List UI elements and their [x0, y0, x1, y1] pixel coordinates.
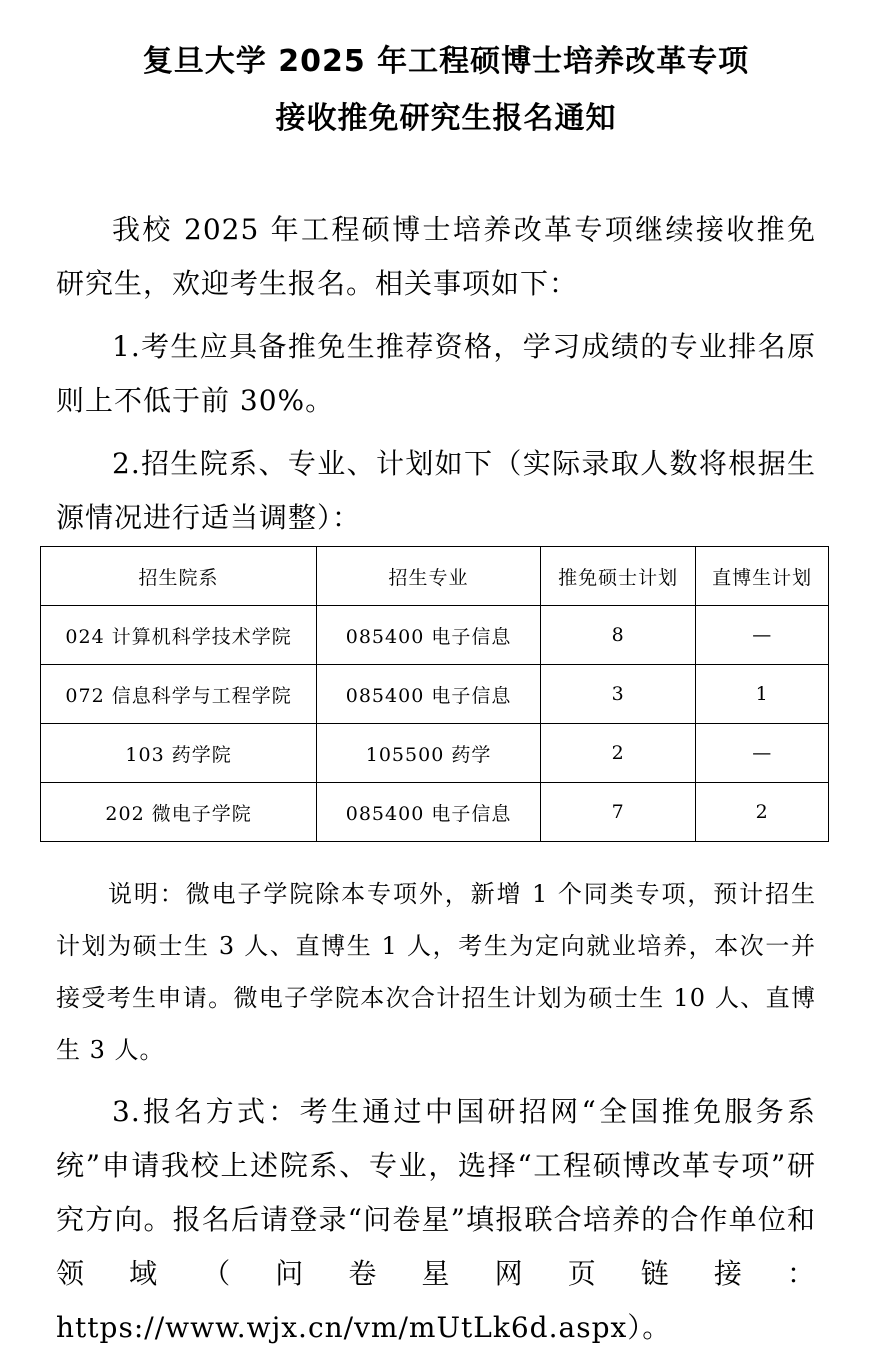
cell-master-quota: 8 [540, 606, 695, 665]
cell-major: 105500 药学 [317, 724, 541, 783]
cell-phd-quota: — [696, 724, 829, 783]
document-subtitle: 接收推免研究生报名通知 [275, 101, 617, 136]
document-title: 复旦大学 2025 年工程硕博士培养改革专项 [142, 44, 750, 79]
table-row [41, 724, 829, 783]
cell-phd-quota: 1 [696, 665, 829, 724]
admission-quota-table [40, 546, 829, 842]
header-master-quota: 推免硕士计划 [540, 547, 695, 606]
cell-department: 024 计算机科学技术学院 [41, 606, 317, 665]
cell-major: 085400 电子信息 [317, 783, 541, 842]
cell-department: 072 信息科学与工程学院 [41, 665, 317, 724]
header-major: 招生专业 [317, 547, 541, 606]
header-department: 招生院系 [41, 547, 317, 606]
cell-phd-quota: 2 [696, 783, 829, 842]
cell-major: 085400 电子信息 [317, 665, 541, 724]
table-row [41, 606, 829, 665]
cell-major: 085400 电子信息 [317, 606, 541, 665]
item-3-paragraph: 3.报名方式：考生通过中国研招网“全国推免服务系统”申请我校上述院系、专业，选择“工程硕博改革专项”研究方向。报名后请登录“问卷星”填报联合培养的合作单位和领域（问卷星网页链接：https://www.wjx.cn/vm/mUtLk6d.aspx）。 [56, 1095, 816, 1344]
cell-master-quota: 7 [540, 783, 695, 842]
item-1-paragraph: 1.考生应具备推免生推荐资格，学习成绩的专业排名原则上不低于前 30%。 [56, 330, 816, 417]
cell-department: 202 微电子学院 [41, 783, 317, 842]
cell-phd-quota: — [696, 606, 829, 665]
table-note: 说明：微电子学院除本专项外，新增 1 个同类专项，预计招生计划为硕士生 3 人、直博生 1 人，考生为定向就业培养，本次一并接受考生申请。微电子学院本次合计招生计划为硕士生 10 人、直博生 3 人。 [56, 880, 816, 1064]
intro-paragraph: 我校 2025 年工程硕博士培养改革专项继续接收推免研究生，欢迎考生报名。相关事项如下： [56, 213, 816, 300]
item-2-paragraph: 2.招生院系、专业、计划如下（实际录取人数将根据生源情况进行适当调整）： [56, 447, 816, 534]
cell-master-quota: 2 [540, 724, 695, 783]
table-row [41, 783, 829, 842]
table-row [41, 665, 829, 724]
cell-master-quota: 3 [540, 665, 695, 724]
cell-department: 103 药学院 [41, 724, 317, 783]
table-header-row [41, 547, 829, 606]
header-phd-quota: 直博生计划 [696, 547, 829, 606]
